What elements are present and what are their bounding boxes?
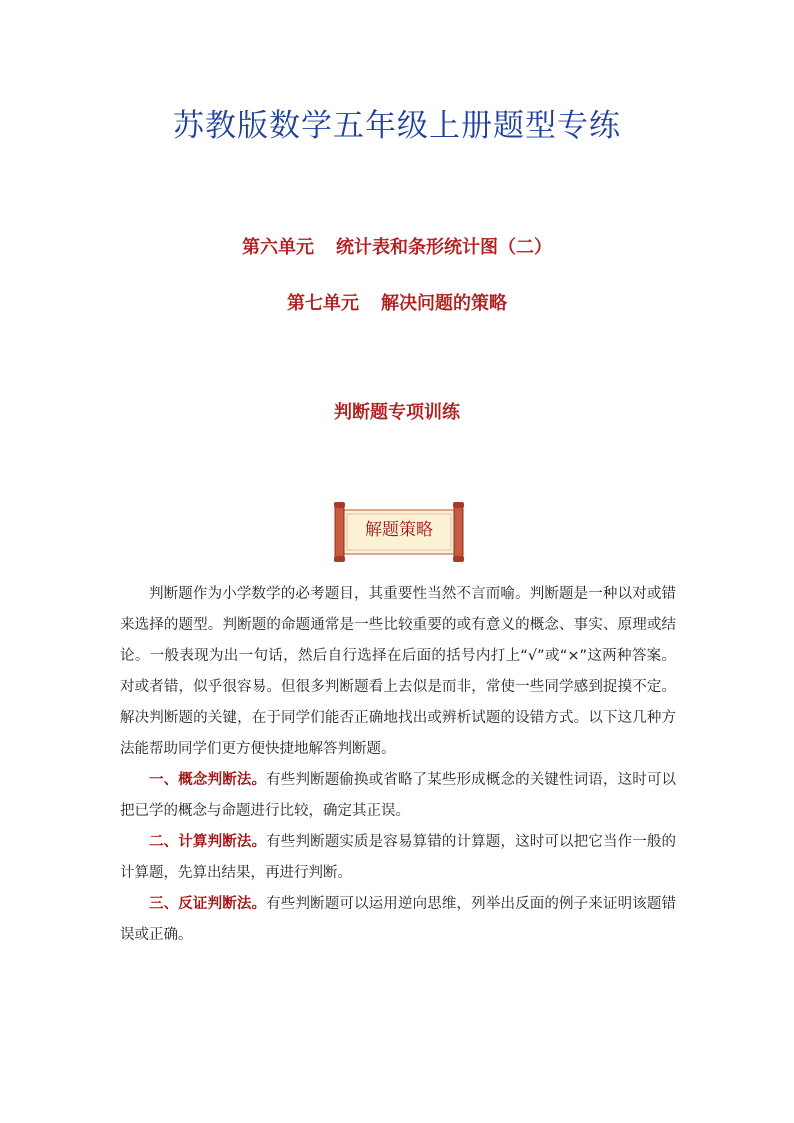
scroll-label: 解题策略 — [365, 520, 433, 540]
unit-six-label: 第六单元 — [242, 237, 314, 258]
method-text: 有些判断题偷换或省略了某些形成概念的关键性词语，这时可以把已学的概念与命题进行比较，确定其正误。 — [120, 772, 677, 819]
unit-six-name: 统计表和条形统计图（二） — [336, 237, 552, 258]
method-text: 有些判断题实质是容易算错的计算题，这时可以把它当作一般的计算题，先算出结果，再进行判断。 — [120, 834, 677, 881]
unit-six-heading — [0, 236, 794, 260]
method-text: 有些判断题可以运用逆向思维，列举出反面的例子来证明该题错误或正确。 — [120, 896, 677, 943]
method-lead: 二、计算判断法。 — [149, 834, 267, 850]
unit-seven-name: 解决问题的策略 — [381, 293, 507, 314]
strategy-scroll-banner — [329, 500, 469, 564]
method-paragraph — [120, 889, 676, 951]
unit-seven-heading — [0, 292, 794, 316]
section-title: 判断题专项训练 — [334, 402, 460, 423]
method-paragraph — [120, 765, 676, 827]
document-title: 苏教版数学五年级上册题型专练 — [173, 108, 621, 144]
method-lead: 三、反证判断法。 — [149, 896, 267, 912]
method-lead: 一、概念判断法。 — [149, 772, 267, 788]
unit-seven-label: 第七单元 — [287, 293, 359, 314]
intro-paragraph: 判断题作为小学数学的必考题目，其重要性当然不言而喻。判断题是一种以对或错来选择的题型。判断题的命题通常是一些比较重要的或有意义的概念、事实、原理或结论。一般表现为出一句话，然后自行选择在后面的括号内打上“√”或“×”这两种答案。对或者错，似乎很容易。但很多判断题看上去似是而非，常使一些同学感到捉摸不定。解决判断题的关键，在于同学们能否正确地找出或辨析试题的设错方式。以下这几种方法能帮助同学们更方便快捷地解答判断题。 — [120, 586, 676, 757]
body-text — [120, 579, 676, 951]
method-paragraph — [120, 827, 676, 889]
